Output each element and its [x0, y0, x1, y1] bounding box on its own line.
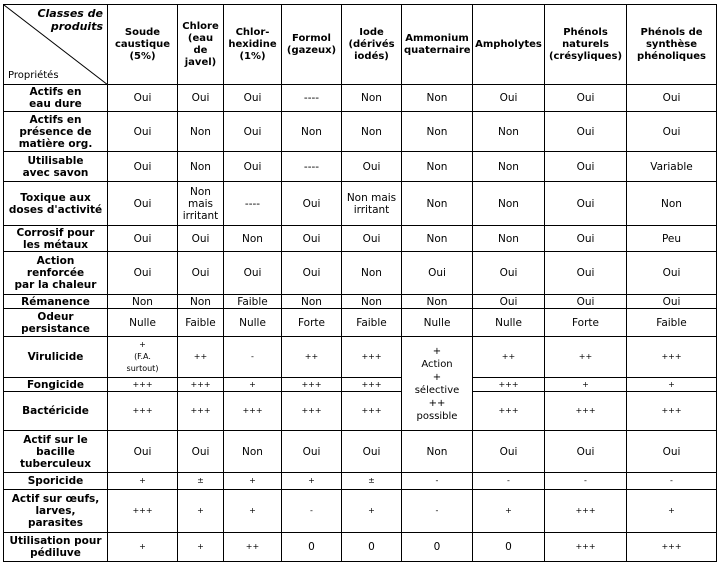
table-cell: Oui [224, 85, 282, 112]
column-header: Ampholytes [473, 5, 545, 85]
table-row [4, 85, 717, 112]
table-cell: Oui [108, 112, 178, 152]
table-cell: Non [402, 112, 473, 152]
column-header: Ammonium quaternaire [402, 5, 473, 85]
table-cell: + [178, 490, 224, 533]
table-cell: - [545, 473, 627, 490]
table-cell: Non [108, 295, 178, 309]
column-header: Chlore (eau de javel) [178, 5, 224, 85]
table-cell: Oui [282, 182, 342, 226]
table-cell: - [402, 473, 473, 490]
row-label: Utilisation pour pédiluve [4, 533, 108, 562]
table-cell: Non [224, 226, 282, 252]
table-cell: Oui [108, 431, 178, 473]
table-row [4, 226, 717, 252]
table-cell: Non [342, 112, 402, 152]
table-cell: +++ [178, 392, 224, 431]
table-cell: Oui [545, 112, 627, 152]
table-cell: +++ [627, 337, 717, 378]
table-cell: Faible [224, 295, 282, 309]
table-cell: + [224, 473, 282, 490]
table-cell: 0 [282, 533, 342, 562]
table-cell: Non [402, 85, 473, 112]
table-row [4, 392, 717, 431]
table-cell: 0 [342, 533, 402, 562]
table-cell: +++ [545, 392, 627, 431]
row-label: Rémanence [4, 295, 108, 309]
table-cell: + [282, 473, 342, 490]
row-label: Actif sur œufs, larves, parasites [4, 490, 108, 533]
disinfectant-properties-table [3, 4, 717, 562]
table-cell: ---- [282, 152, 342, 182]
table-cell: + [108, 473, 178, 490]
table-cell: Forte [545, 309, 627, 337]
column-header: Formol (gazeux) [282, 5, 342, 85]
table-cell: + [545, 378, 627, 392]
table-cell: 0 [402, 533, 473, 562]
table-cell: Faible [342, 309, 402, 337]
table-cell: Oui [282, 226, 342, 252]
table-row [4, 490, 717, 533]
table-cell: +++ [108, 490, 178, 533]
row-label: Actifs en eau dure [4, 85, 108, 112]
header-row [4, 5, 717, 85]
table-cell: - [627, 473, 717, 490]
table-cell: Nulle [224, 309, 282, 337]
table-cell: Non [282, 295, 342, 309]
table-cell: +++ [224, 392, 282, 431]
table-cell: Oui [402, 252, 473, 295]
table-cell: Oui [545, 182, 627, 226]
row-label: Actifs en présence de matière org. [4, 112, 108, 152]
table-cell: Oui [224, 152, 282, 182]
table-cell: +++ [108, 392, 178, 431]
table-row [4, 378, 717, 392]
table-cell: Non [224, 431, 282, 473]
table-cell: +++ [473, 378, 545, 392]
table-cell: Oui [108, 85, 178, 112]
table-cell: Oui [108, 152, 178, 182]
table-cell: Oui [545, 226, 627, 252]
table-cell: Oui [282, 252, 342, 295]
table-cell: Oui [178, 252, 224, 295]
table-cell: Non [402, 226, 473, 252]
table-cell: Non [282, 112, 342, 152]
row-label: Corrosif pour les métaux [4, 226, 108, 252]
table-cell: ++ [178, 337, 224, 378]
table-cell: +++ [178, 378, 224, 392]
table-cell: + [627, 490, 717, 533]
table-cell: + [224, 378, 282, 392]
table-cell: Oui [473, 85, 545, 112]
table-cell: Peu [627, 226, 717, 252]
table-cell: - [282, 490, 342, 533]
table-cell: Non [178, 295, 224, 309]
table-cell: Oui [627, 85, 717, 112]
table-cell: Nulle [108, 309, 178, 337]
table-cell: Non [473, 182, 545, 226]
table-cell: Faible [627, 309, 717, 337]
table-cell: Non [473, 112, 545, 152]
corner-label-properties: Propriétés [8, 70, 59, 81]
corner-cell [4, 5, 108, 85]
table-cell: Oui [545, 295, 627, 309]
table-cell: Forte [282, 309, 342, 337]
table-cell: Faible [178, 309, 224, 337]
table-cell: Oui [108, 182, 178, 226]
table-cell: Oui [342, 152, 402, 182]
table-row [4, 112, 717, 152]
row-label: Bactéricide [4, 392, 108, 431]
table-row [4, 309, 717, 337]
table-cell: +++ [545, 533, 627, 562]
row-label: Virulicide [4, 337, 108, 378]
row-label: Odeur persistance [4, 309, 108, 337]
table-cell: Oui [545, 431, 627, 473]
table-cell: 0 [473, 533, 545, 562]
table-cell: Non [473, 226, 545, 252]
table-cell: Oui [627, 295, 717, 309]
table-row [4, 337, 717, 378]
table-cell: Oui [627, 431, 717, 473]
table-cell: +++ [342, 392, 402, 431]
table-cell: Non [342, 252, 402, 295]
table-cell: ± [342, 473, 402, 490]
table-cell: Nulle [402, 309, 473, 337]
table-cell: Oui [342, 226, 402, 252]
table-cell: +++ [627, 533, 717, 562]
table-cell: Non [402, 182, 473, 226]
table-cell: +++ [342, 378, 402, 392]
table-cell: Oui [282, 431, 342, 473]
table-cell: Oui [178, 431, 224, 473]
table-cell: Oui [545, 152, 627, 182]
table-cell: Oui [108, 226, 178, 252]
table-cell: +++ [473, 392, 545, 431]
table-cell: Variable [627, 152, 717, 182]
table-cell: + [178, 533, 224, 562]
table-cell: Non [402, 295, 473, 309]
table-cell: Oui [473, 252, 545, 295]
column-header: Chlor- hexidine (1%) [224, 5, 282, 85]
column-header: Phénols de synthèse phénoliques [627, 5, 717, 85]
table-cell: Oui [627, 252, 717, 295]
table-row [4, 533, 717, 562]
table-row [4, 295, 717, 309]
row-label: Action renforcée par la chaleur [4, 252, 108, 295]
table-row [4, 152, 717, 182]
table-row [4, 473, 717, 490]
table-cell: ++ [545, 337, 627, 378]
table-row [4, 431, 717, 473]
table-cell: Non [178, 152, 224, 182]
corner-label-classes: Classes de produits [37, 7, 103, 33]
table-row [4, 182, 717, 226]
table-cell: Oui [178, 85, 224, 112]
table-cell: + [473, 490, 545, 533]
table-cell: Oui [545, 85, 627, 112]
table-cell: Non [178, 112, 224, 152]
table-cell: Oui [627, 112, 717, 152]
column-header: Soude caustique (5%) [108, 5, 178, 85]
table-cell: Oui [545, 252, 627, 295]
table-cell: Non [402, 431, 473, 473]
table-cell: +++ [627, 392, 717, 431]
table-cell: Oui [178, 226, 224, 252]
table-cell: ± [178, 473, 224, 490]
table-cell: Oui [108, 252, 178, 295]
row-label: Actif sur le bacille tuberculeux [4, 431, 108, 473]
table-cell: +++ [282, 378, 342, 392]
row-label: Fongicide [4, 378, 108, 392]
table-cell: +++ [342, 337, 402, 378]
table-cell: + (F.A. surtout) [108, 337, 178, 378]
table-cell: ++ [282, 337, 342, 378]
column-header: Iode (dérivés iodés) [342, 5, 402, 85]
table-cell: ---- [282, 85, 342, 112]
table-cell: ++ [473, 337, 545, 378]
table-cell: + [224, 490, 282, 533]
table-cell: +++ [108, 378, 178, 392]
table-cell-merged: + Action + sélective ++ possible [402, 337, 473, 431]
table-cell: Non [342, 295, 402, 309]
table-cell: - [473, 473, 545, 490]
table-cell: Non [627, 182, 717, 226]
table-cell: ++ [224, 533, 282, 562]
table-cell: Oui [342, 431, 402, 473]
table-cell: +++ [545, 490, 627, 533]
row-label: Sporicide [4, 473, 108, 490]
table-row [4, 252, 717, 295]
table-cell: Oui [473, 431, 545, 473]
table-cell: + [627, 378, 717, 392]
row-label: Toxique aux doses d'activité [4, 182, 108, 226]
column-header: Phénols naturels (crésyliques) [545, 5, 627, 85]
table-cell: Non [342, 85, 402, 112]
table-cell: + [108, 533, 178, 562]
table-cell: ---- [224, 182, 282, 226]
row-label: Utilisable avec savon [4, 152, 108, 182]
table-cell: +++ [282, 392, 342, 431]
table-cell: - [224, 337, 282, 378]
table-cell: - [402, 490, 473, 533]
table-cell: + [342, 490, 402, 533]
table-cell: Non mais irritant [178, 182, 224, 226]
table-cell: Nulle [473, 309, 545, 337]
table-cell: Non [473, 152, 545, 182]
table-cell: Non [402, 152, 473, 182]
table-cell: Oui [224, 252, 282, 295]
table-cell: Non mais irritant [342, 182, 402, 226]
table-cell: Oui [473, 295, 545, 309]
table-cell: Oui [224, 112, 282, 152]
